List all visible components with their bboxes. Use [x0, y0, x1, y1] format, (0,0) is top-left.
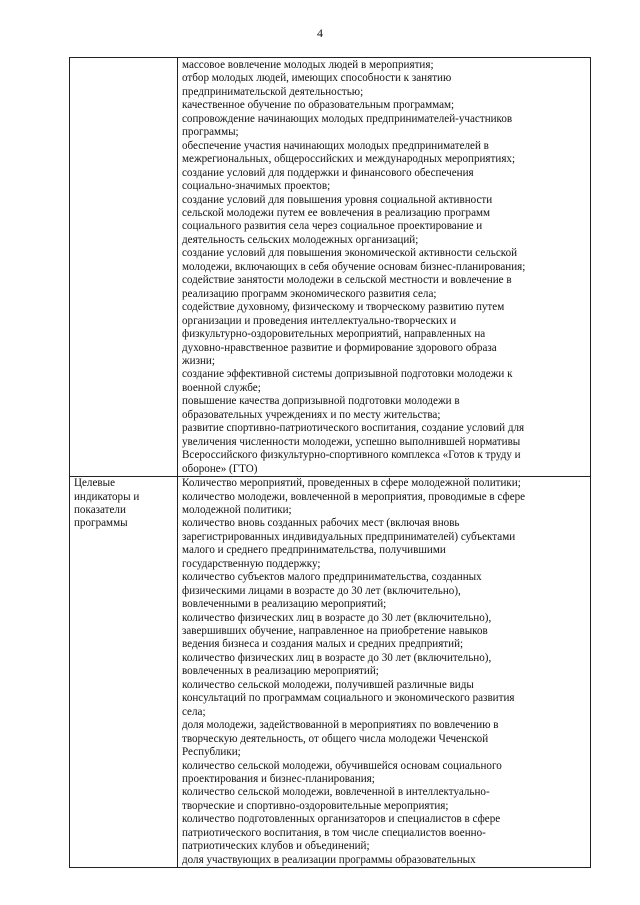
text-line: села; [182, 705, 206, 718]
text-line: доля участвующих в реализации программы образовательных [182, 853, 476, 866]
text-line: жизни; [182, 354, 215, 367]
text-line: патриотического воспитания, в том числе специалистов военно- [182, 826, 486, 839]
text-line: Всероссийского физкультурно-спортивного комплекса «Готов к труду и [182, 449, 521, 462]
text-line: количество вновь созданных рабочих мест (включая вновь [182, 517, 460, 530]
text-line: доля молодежи, задействованной в мероприятиях по вовлечению в [182, 719, 499, 732]
text-line: организации и проведения интеллектуально-творческих и [182, 314, 457, 327]
text-line: творческие и спортивно-оздоровительные мероприятия; [182, 799, 449, 812]
text-line: вовлеченными в реализацию мероприятий; [182, 598, 387, 611]
text-line: качественное обучение по образовательным программам; [182, 99, 455, 112]
text-line: количество физических лиц в возрасте до 30 лет (включительно), [182, 651, 492, 664]
text-line: государственную поддержку; [182, 557, 321, 570]
text-line: показатели [74, 503, 126, 516]
text-line: проектирования и бизнес-планирования; [182, 773, 375, 786]
row-content-cell [178, 58, 591, 477]
text-line: повышение качества допризывной подготовки молодежи в [182, 395, 460, 408]
text-line: Республики; [182, 746, 241, 759]
text-line: создание эффективной системы допризывной подготовки молодежи к [182, 368, 513, 381]
text-line: создание условий для повышения экономической активности сельской [182, 247, 518, 260]
text-line: Целевые [74, 477, 116, 490]
text-line: количество молодежи, вовлеченной в мероприятия, проводимые в сфере [182, 490, 526, 503]
text-line: обороне» (ГТО) [182, 462, 258, 475]
text-line: содействие занятости молодежи в сельской местности и вовлечение в [182, 274, 512, 287]
text-line: зарегистрированных индивидуальных предпринимателей) субъектами [182, 530, 516, 543]
text-line: физическими лицами в возрасте до 30 лет (включительно), [182, 584, 461, 597]
text-line: количество сельской молодежи, обучившейся основам социального [182, 759, 502, 772]
text-line: Количество мероприятий, проведенных в сфере молодежной политики; [182, 477, 521, 490]
text-line: военной службе; [182, 381, 261, 394]
text-line: межрегиональных, общероссийских и международных мероприятиях; [182, 153, 516, 166]
text-line: отбор молодых людей, имеющих способности к занятию [182, 72, 452, 85]
text-line: предпринимательской деятельностью; [182, 85, 364, 98]
text-line: малого и среднего предпринимательства, получившими [182, 544, 446, 557]
text-line: сельской молодежи путем ее вовлечения в реализацию программ [182, 206, 491, 219]
text-line: консультаций по программам социального и экономического развития [182, 692, 515, 705]
text-line: сопровождение начинающих молодых предпринимателей-участников [182, 112, 513, 125]
text-line: количество подготовленных организаторов и специалистов в сфере [182, 813, 501, 826]
text-line: образовательных учреждениях и по месту жительства; [182, 408, 441, 421]
text-line: содействие духовному, физическому и творческому развитию путем [182, 301, 505, 314]
text-line: физкультурно-оздоровительных мероприятий, направленных на [182, 328, 486, 341]
table-row-tasks [70, 58, 591, 477]
text-line: духовно-нравственное развитие и формирование здорового образа [182, 341, 497, 354]
text-line: индикаторы и [74, 490, 140, 503]
text-line: творческую деятельность, от общего числа молодежи Чеченской [182, 732, 489, 745]
row-label-cell [70, 58, 178, 477]
text-line: развитие спортивно-патриотического воспитания, создание условий для [182, 422, 525, 435]
text-line: количество сельской молодежи, вовлеченной в интеллектуально- [182, 786, 490, 799]
text-line: патриотических клубов и объединений; [182, 840, 370, 853]
text-line: создание условий для поддержки и финансового обеспечения [182, 166, 474, 179]
page-number: 4 [317, 26, 323, 40]
text-line: программы [74, 517, 128, 530]
text-line: обеспечение участия начинающих молодых предпринимателей в [182, 139, 489, 152]
text-line: социально-значимых проектов; [182, 180, 331, 193]
text-line: социального развития села через социальное проектирование и [182, 220, 483, 233]
text-line: завершивших обучение, направленное на приобретение навыков [182, 625, 488, 638]
text-line: увеличения численности молодежи, успешно выполнившей нормативы [182, 435, 521, 448]
text-line: программы; [182, 126, 239, 139]
text-line: количество физических лиц в возрасте до 30 лет (включительно), [182, 611, 492, 624]
row-content-cell [178, 477, 591, 868]
text-line: ведения бизнеса и создания малых и средних предприятий; [182, 638, 464, 651]
text-line: реализацию программ экономического развития села; [182, 287, 437, 300]
text-line: массовое вовлечение молодых людей в мероприятия; [182, 59, 434, 71]
text-line: вовлеченных в реализацию мероприятий; [182, 665, 379, 678]
table-row-indicators [70, 477, 591, 868]
text-line: деятельность сельских молодежных организаций; [182, 233, 419, 246]
text-line: молодежи, включающих в себя обучение основам бизнес-планирования; [182, 260, 526, 273]
text-line: создание условий для повышения уровня социальной активности [182, 193, 493, 206]
row-label-cell [70, 477, 178, 868]
program-table [69, 57, 591, 868]
text-line: молодежной политики; [182, 503, 292, 516]
text-line: количество субъектов малого предпринимательства, созданных [182, 571, 482, 584]
text-line: количество сельской молодежи, получившей различные виды [182, 678, 474, 691]
